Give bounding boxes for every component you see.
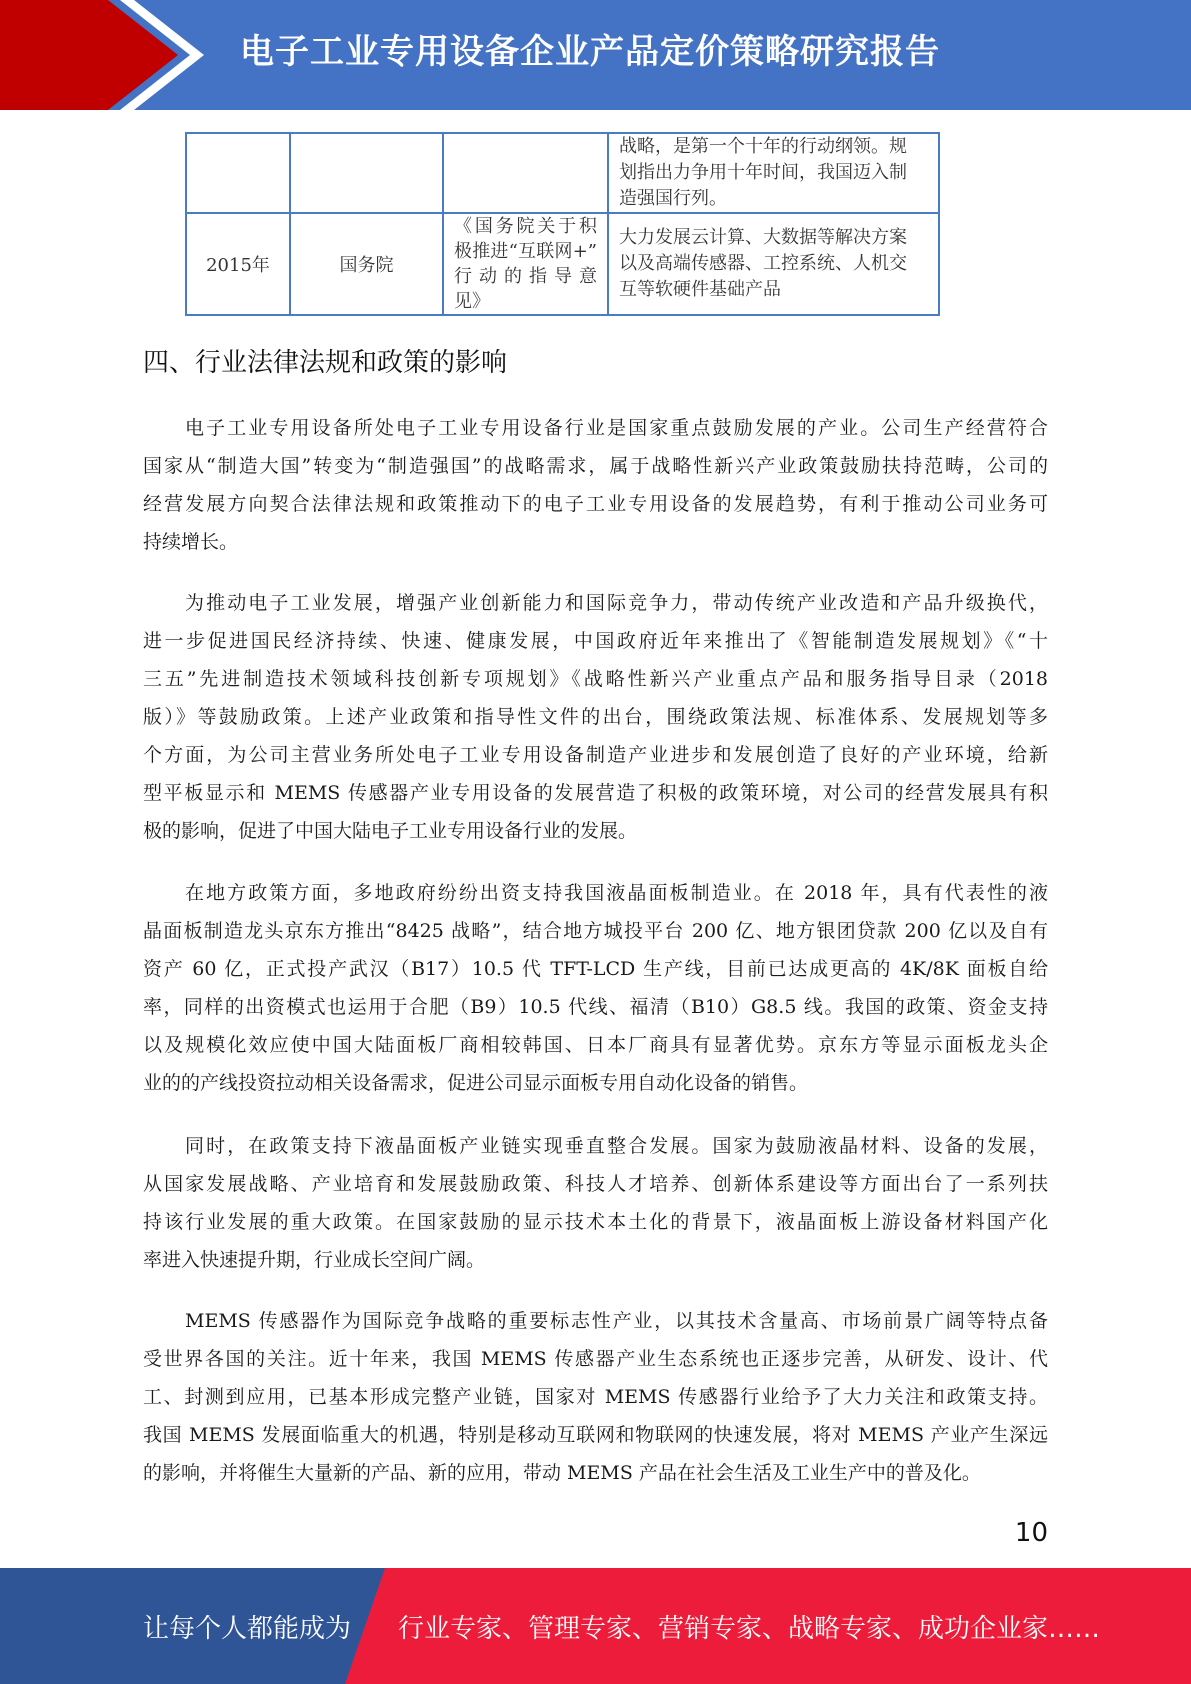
description-line: 造强国行列。 — [619, 188, 727, 209]
document-line: 见》 — [454, 291, 490, 312]
paragraph-line: 从国家发展战略、产业培育和发展鼓励政策、科技人才培养、创新体系建设等方面出台了一系列扶 — [143, 1173, 1048, 1195]
table-cell-document — [443, 133, 608, 213]
paragraph — [143, 584, 1048, 850]
description-line: 以及高端传感器、工控系统、人机交 — [619, 253, 907, 274]
paragraph-line: 同时，在政策支持下液晶面板产业链实现垂直整合发展。国家为鼓励液晶材料、设备的发展， — [185, 1135, 1048, 1157]
paragraph-line: 的影响，并将催生大量新的产品、新的应用，带动 MEMS 产品在社会生活及工业生产中的普及化。 — [143, 1462, 981, 1484]
table-cell-description — [608, 213, 939, 315]
paragraph-line: 国家从“制造大国”转变为“制造强国”的战略需求，属于战略性新兴产业政策鼓励扶持范畴，公司的 — [143, 455, 1048, 477]
paragraph-line: 业的的产线投资拉动相关设备需求，促进公司显示面板专用自动化设备的销售。 — [143, 1072, 809, 1094]
paragraph-line: 经营发展方向契合法律法规和政策推动下的电子工业专用设备的发展趋势，有利于推动公司业务可 — [143, 493, 1048, 515]
description-line: 大力发展云计算、大数据等解决方案 — [619, 227, 907, 248]
paragraph-line: 个方面，为公司主营业务所处电子工业专用设备制造产业进步和发展创造了良好的产业环境，给新 — [143, 744, 1048, 766]
section-heading: 四、行业法律法规和政策的影响 — [143, 348, 508, 378]
paragraph-line: 三五”先进制造技术领域科技创新专项规划》《战略性新兴产业重点产品和服务指导目录（2018 — [143, 668, 1048, 690]
document-line: 《国务院关于积 — [454, 216, 597, 237]
paragraph — [143, 409, 1048, 561]
paragraph-line: 率进入快速提升期，行业成长空间广阔。 — [143, 1249, 486, 1271]
policy-table — [185, 132, 938, 316]
paragraph-line: 在地方政策方面，多地政府纷纷出资支持我国液晶面板制造业。在 2018 年，具有代表性的液 — [185, 882, 1048, 904]
table-cell-document — [443, 213, 608, 315]
table-cell-year: 2015年 — [186, 213, 290, 315]
paragraph-line: 持该行业发展的重大政策。在国家鼓励的显示技术本土化的背景下，液晶面板上游设备材料国产化 — [143, 1211, 1048, 1233]
footer-slogan-left: 让每个人都能成为 — [143, 1614, 352, 1644]
paragraph — [143, 874, 1048, 1102]
paragraph-line: 率，同样的出资模式也运用于合肥（B9）10.5 代线、福清（B10）G8.5 线。我国的政策、资金支持 — [143, 996, 1048, 1018]
paragraph-line: 极的影响，促进了中国大陆电子工业专用设备行业的发展。 — [143, 820, 638, 842]
paragraph-line: 受世界各国的关注。近十年来，我国 MEMS 传感器产业生态系统也正逐步完善，从研发、设计、代 — [143, 1348, 1048, 1370]
footer-slogan-right: 行业专家、管理专家、营销专家、战略专家、成功企业家…… — [398, 1614, 1101, 1644]
paragraph-line: 型平板显示和 MEMS 传感器产业专用设备的发展营造了积极的政策环境，对公司的经营发展具有积 — [143, 782, 1048, 804]
document-line: 行动的指导意 — [454, 266, 597, 287]
paragraph-line: 我国 MEMS 发展面临重大的机遇，特别是移动互联网和物联网的快速发展，将对 MEMS 产业产生深远 — [143, 1424, 1048, 1446]
paragraph-line: 进一步促进国民经济持续、快速、健康发展，中国政府近年来推出了《智能制造发展规划》《“十 — [143, 630, 1048, 652]
table-cell-year — [186, 133, 290, 213]
paragraph-line: 工、封测到应用，已基本形成完整产业链，国家对 MEMS 传感器行业给予了大力关注和政策支持。 — [143, 1386, 1048, 1408]
paragraph — [143, 1127, 1048, 1279]
description-line: 划指出力争用十年时间，我国迈入制 — [619, 162, 907, 183]
paragraph-line: 版）》等鼓励政策。上述产业政策和指导性文件的出台，围绕政策法规、标准体系、发展规划等多 — [143, 706, 1048, 728]
paragraph-line: MEMS 传感器作为国际竞争战略的重要标志性产业，以其技术含量高、市场前景广阔等特点备 — [185, 1310, 1048, 1332]
page-footer — [0, 1568, 1191, 1684]
table-row — [186, 133, 939, 213]
page-header — [0, 0, 1191, 110]
table-cell-org — [290, 133, 443, 213]
paragraph-line: 以及规模化效应使中国大陆面板厂商相较韩国、日本厂商具有显著优势。京东方等显示面板龙头企 — [143, 1034, 1048, 1056]
paragraph-line: 持续增长。 — [143, 531, 239, 553]
description-line: 互等软硬件基础产品 — [619, 279, 781, 300]
paragraph-line: 电子工业专用设备所处电子工业专用设备行业是国家重点鼓励发展的产业。公司生产经营符合 — [185, 417, 1048, 439]
paragraph-line: 资产 60 亿，正式投产武汉（B17）10.5 代 TFT-LCD 生产线，目前已达成更高的 4K/8K 面板自给 — [143, 958, 1048, 980]
paragraph — [143, 1302, 1048, 1492]
report-title: 电子工业专用设备企业产品定价策略研究报告 — [240, 32, 940, 72]
page-number: 10 — [1014, 1518, 1048, 1548]
table-cell-org: 国务院 — [290, 213, 443, 315]
table-row — [186, 213, 939, 315]
document-line: 极推进“互联网+” — [454, 241, 597, 262]
paragraph-line: 为推动电子工业发展，增强产业创新能力和国际竞争力，带动传统产业改造和产品升级换代， — [185, 592, 1048, 614]
table-cell-description — [608, 133, 939, 213]
paragraph-line: 晶面板制造龙头京东方推出“8425 战略”，结合地方城投平台 200 亿、地方银团贷款 200 亿以及自有 — [143, 920, 1048, 942]
description-line: 战略，是第一个十年的行动纲领。规 — [619, 136, 907, 157]
